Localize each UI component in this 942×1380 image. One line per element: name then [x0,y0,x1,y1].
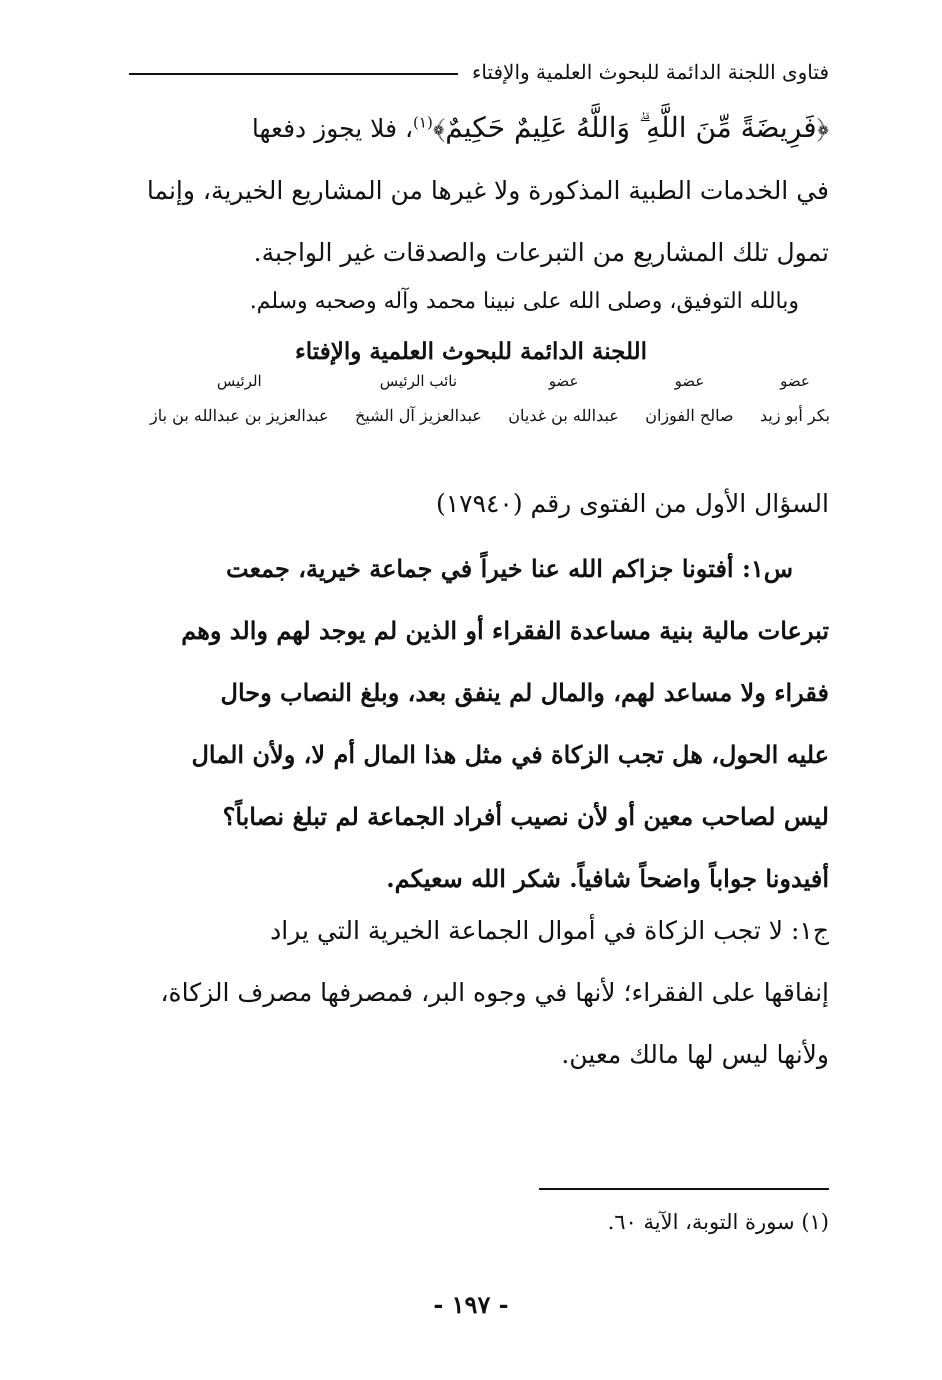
signatory-role: عضو [548,372,579,390]
signatory-name: بكر أبو زيد [759,406,830,425]
question-line: ليس لصاحب معين أو لأن نصيب أفراد الجماعة لم تبلغ نصاباً؟ [222,802,829,831]
running-header-title: فتاوى اللجنة الدائمة للبحوث العلمية والإفتاء [471,60,829,84]
signatory [355,372,482,425]
signatory [150,372,329,425]
signatory-name: عبدالعزيز بن عبدالله بن باز [150,406,329,425]
fatwa-heading: السؤال الأول من الفتوى رقم (١٧٩٤٠) [435,489,829,518]
question-line: س١: أفتونا جزاكم الله عنا خيراً في جماعة خيرية، جمعت [226,554,793,583]
footnote-reference: (١) [413,113,433,132]
answer-line: إنفاقها على الفقراء؛ لأنها في وجوه البر، فمصرفها مصرف الزكاة، [160,978,829,1007]
question-line: فقراء ولا مساعد لهم، والمال لم ينفق بعد، وبلغ النصاب وحال [220,678,829,707]
paragraph-line: تمول تلك المشاريع من التبرعات والصدقات غير الواجبة. [253,238,829,267]
quran-verse: ﴿فَرِيضَةً مِّنَ اللَّهِ ۗ وَاللَّهُ عَلِيمٌ حَكِيمٌ﴾ [432,111,829,144]
running-header [129,52,829,92]
answer-paragraph [139,900,829,1086]
question-line: تبرعات مالية بنية مساعدة الفقراء أو الذين لم يوجد لهم والد وهم [181,616,829,645]
signatory-role: عضو [780,372,810,390]
signatories [150,372,830,425]
paragraph-zakat-recipients [139,97,829,284]
question-paragraph [139,538,829,910]
question-line: عليه الحول، هل تجب الزكاة في مثل هذا المال أم لا، ولأن المال [191,740,829,769]
signatory-role: عضو [674,372,705,390]
signatory [645,372,733,425]
paragraph-line: في الخدمات الطبية المذكورة ولا غيرها من المشاريع الخيرية، وإنما [146,176,829,205]
signatory [508,372,619,425]
signatory-name: عبدالله بن غديان [508,406,619,425]
footnote: (١) سورة التوبة، الآية ٦٠. [607,1210,829,1234]
signatory-name: صالح الفوزان [645,406,734,425]
paragraph-line [139,97,829,160]
footnote-separator [539,1188,829,1190]
signatory [760,372,830,425]
signatory-role: الرئيس [216,372,262,390]
signatory-role: نائب الرئيس [379,372,458,390]
question-line: أفيدونا جواباً واضحاً شافياً. شكر الله سعيكم. [386,864,829,893]
committee-title: اللجنة الدائمة للبحوث العلمية والإفتاء [294,338,648,365]
closing-invocation: وبالله التوفيق، وصلى الله على نبينا محمد وآله وصحبه وسلم. [249,289,799,314]
page-number: - ١٩٧ - [433,1290,509,1319]
running-header-rule [129,73,458,75]
answer-line: ولأنها ليس لها مالك معين. [561,1040,829,1069]
answer-line: ج١: لا تجب الزكاة في أموال الجماعة الخيرية التي يراد [270,916,829,945]
paragraph-line-text: ، فلا يجوز دفعها [251,114,414,143]
signatory-name: عبدالعزيز آل الشيخ [354,406,482,425]
